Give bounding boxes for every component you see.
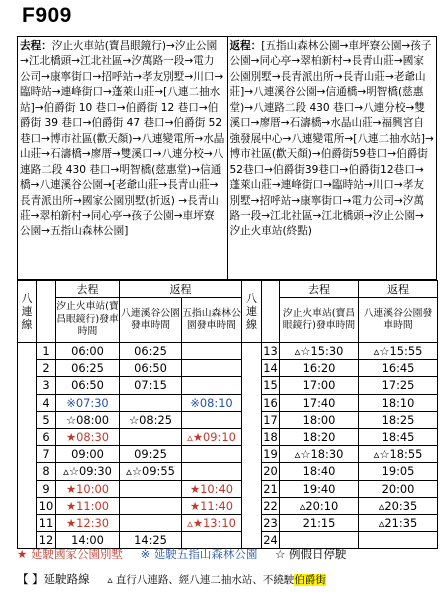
table-row: [18, 497, 438, 514]
table-cell: 8: [37, 463, 56, 480]
table-row: [18, 463, 438, 480]
table-cell: 4: [37, 394, 56, 411]
table-cell: [120, 480, 182, 497]
table-cell: 16: [263, 395, 278, 410]
table-cell: 16:20: [280, 360, 359, 377]
table-cell: 18:00: [280, 411, 359, 428]
table-cell: ★10:00: [56, 480, 120, 497]
table-cell: 1: [37, 343, 56, 360]
table-cell: 09:00: [56, 446, 120, 463]
table-cell: 06:50: [120, 360, 182, 377]
column-header: 五指山森林公園發車時間: [182, 298, 242, 343]
return-header-right: 返程: [359, 281, 438, 298]
table-cell: 19:05: [359, 463, 438, 480]
table-cell: [182, 446, 242, 463]
table-cell: 07:15: [120, 377, 182, 394]
legend-holiday: ☆ 例假日停駛: [275, 547, 347, 561]
table-cell: 18:40: [280, 463, 359, 480]
table-row: [18, 428, 438, 445]
table-cell: 09:25: [120, 446, 182, 463]
table-cell: 14:00: [56, 532, 120, 549]
table-cell: 17:40: [280, 394, 359, 411]
table-cell: ★08:30: [56, 428, 120, 445]
table-cell: 7: [37, 446, 56, 463]
table-cell: 13: [263, 344, 278, 359]
table-cell: 6: [37, 428, 56, 445]
table-row: [18, 360, 438, 377]
table-cell: 24: [263, 533, 278, 548]
table-cell: 9: [37, 480, 56, 497]
table-cell: 19:40: [280, 480, 359, 497]
page-title: F909: [22, 4, 72, 27]
table-cell: ☆08:00: [56, 411, 120, 428]
table-cell: 18: [263, 430, 278, 445]
return-route-text: [五指山森林公園→車坪寮公園→孩子公園→同心亭→翠柏新村→長青山莊→國家公園別墅→長青派出所→長青山莊→老爺山莊]→八連溪谷公園→信通橋→明智橋(慈惠堂)→八連路二段 430 巷口→八連分校→雙溪口→廖厝→石濤橋→水晶山莊→福興宮自強發展中心→八連變電所→[八連二抽水站]→博市社區(歡天顏)→伯爵街59巷口→伯爵街52巷口→伯爵街39巷口→伯爵街12巷口→蓬萊山莊→連峰街口→臨時站→川口→孝友別墅→招呼站→康寧街口→電力公司→汐萬路一段→江北社區→江北橋頭→汐止公園→汐止火車站(終點): [229, 40, 434, 238]
table-cell: [120, 497, 182, 514]
legend-line-1: [17, 546, 347, 562]
table-cell: 3: [37, 377, 56, 394]
table-cell: ☆08:25: [120, 411, 182, 428]
table-cell: ★12:30: [56, 514, 120, 531]
line-label-left: 八連線: [18, 281, 37, 343]
table-cell: 06:50: [56, 377, 120, 394]
table-cell: 15: [263, 378, 278, 393]
side-blank-left: [18, 343, 37, 549]
table-cell: ▵☆15:30: [280, 343, 359, 360]
table-cell: ▵☆15:55: [359, 343, 438, 360]
number-header-left: [37, 281, 56, 343]
table-cell: 11: [37, 514, 56, 531]
table-cell: 06:25: [120, 343, 182, 360]
table-row: [18, 377, 438, 394]
table-cell: [120, 394, 182, 411]
table-row: [18, 343, 438, 360]
legend-bracket: 【 】延駛路線: [17, 572, 90, 586]
table-cell: [182, 411, 242, 428]
legend-direct-note: ▵ 直行八連路、經八連二抽水站、不繞駛: [107, 574, 295, 586]
table-cell: 10: [37, 497, 56, 514]
table-row: [18, 480, 438, 497]
legend-direct-highlight: 伯爵街: [294, 574, 326, 586]
table-cell: 20: [263, 464, 278, 479]
table-cell: 2: [37, 360, 56, 377]
table-cell: 18:20: [280, 428, 359, 445]
table-cell: [182, 343, 242, 360]
table-cell: 21:15: [280, 514, 359, 531]
table-cell: ▵☆09:55: [120, 463, 182, 480]
table-cell: 23: [263, 515, 278, 530]
table-cell: 5: [37, 411, 56, 428]
table-cell: 21: [263, 481, 278, 496]
return-route: [228, 37, 437, 279]
legend-line-2: [17, 571, 326, 587]
table-cell: [120, 514, 182, 531]
table-cell: ▵★09:10: [182, 428, 242, 445]
return-label: 返程：: [229, 40, 262, 52]
column-header: 汐止火車站(寶昌眼鏡行)發車時間: [56, 298, 120, 343]
table-cell: 18:45: [359, 428, 438, 445]
route-description: [17, 36, 437, 280]
table-cell: 17:00: [280, 377, 359, 394]
table-cell: ▵☆09:30: [56, 463, 120, 480]
outbound-header-left: 去程: [56, 281, 120, 298]
column-header: 汐止火車站(寶昌眼鏡行)發車時間: [280, 298, 359, 343]
outbound-label: 去程：: [20, 40, 52, 52]
table-row: [18, 411, 438, 428]
table-cell: [359, 532, 438, 549]
table-cell: ※07:30: [56, 394, 120, 411]
table-cell: ▵21:35: [359, 514, 438, 531]
table-cell: [182, 377, 242, 394]
outbound-route-text: 汐止火車站(寶昌眼鏡行)→汐止公園→江北橋頭→江北社區→汐萬路一段→電力公司→康寧街口→招呼站→孝友別墅→川口→臨時站→連峰街口→蓬萊山莊→[八連二抽水站]→伯爵街 10 巷口→伯爵街 12 巷口→伯爵街 39 巷口→伯爵街 47 巷口→伯爵街 52 巷口→博市社區(歡天顏)→八連變電所→水晶山莊→石濤橋→廖厝→雙溪口→八連分校→八連路二段 430 巷口→明智橋(慈惠堂)→信通橋→八連溪谷公園→[老爺山莊→長青山莊→長青派出所→國家公園別墅(折返) →長青山莊→翠柏新村→同心亭→孩子公園→車坪寮公園→五指山森林公園]: [20, 40, 225, 238]
table-cell: ▵★13:10: [182, 514, 242, 531]
table-cell: 12: [37, 532, 56, 549]
table-cell: 22: [263, 498, 278, 513]
table-cell: 06:00: [56, 343, 120, 360]
number-header-right: [262, 281, 280, 343]
line-label-right: 八連線: [242, 281, 262, 343]
timetable: [17, 280, 438, 549]
table-cell: ▵20:10: [280, 497, 359, 514]
return-header-left: 返程: [120, 281, 242, 298]
table-cell: ★11:00: [56, 497, 120, 514]
column-header: 八連溪谷公園發車時間: [359, 298, 438, 343]
table-cell: 20:00: [359, 480, 438, 497]
side-blank-right: [242, 343, 262, 549]
table-cell: 14:25: [120, 532, 182, 549]
legend-red-star: ★ 延駛國家公園別墅: [17, 547, 123, 561]
table-cell: ▵☆18:55: [359, 446, 438, 463]
table-cell: [182, 463, 242, 480]
table-cell: 18:10: [359, 394, 438, 411]
table-cell: [120, 428, 182, 445]
table-cell: ※08:10: [182, 394, 242, 411]
column-header: 八連溪谷公園發車時間: [120, 298, 182, 343]
table-cell: 17: [263, 412, 278, 427]
table-cell: 18:25: [359, 411, 438, 428]
table-cell: 14: [263, 361, 278, 376]
table-cell: ★10:40: [182, 480, 242, 497]
table-cell: 19: [263, 447, 278, 462]
outbound-header-right: 去程: [280, 281, 359, 298]
table-cell: 06:25: [56, 360, 120, 377]
table-cell: 17:25: [359, 377, 438, 394]
outbound-route: [18, 37, 228, 279]
table-cell: ▵☆18:30: [280, 446, 359, 463]
table-row: [18, 446, 438, 463]
table-cell: [182, 360, 242, 377]
table-row: [18, 394, 438, 411]
table-row: [18, 514, 438, 531]
table-cell: ★11:40: [182, 497, 242, 514]
table-cell: ▵20:35: [359, 497, 438, 514]
table-cell: 16:45: [359, 360, 438, 377]
legend-blue-mark: ※ 延駛五指山森林公園: [140, 547, 258, 561]
